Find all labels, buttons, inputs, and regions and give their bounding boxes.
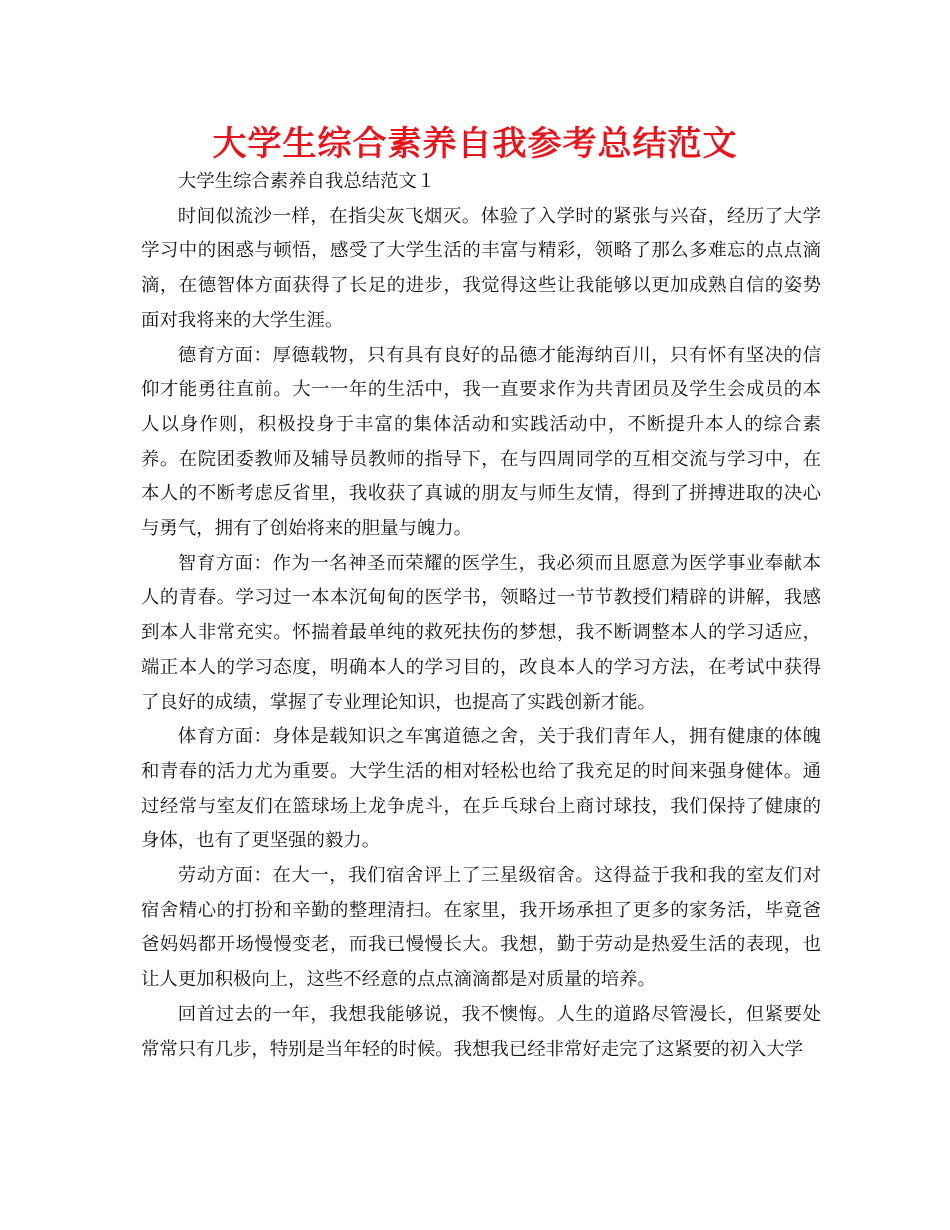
- paragraph-labor: 劳动方面：在大一，我们宿舍评上了三星级宿舍。这得益于我和我的室友们对宿舍精心的打扮和辛勤的整理清扫。在家里，我开场承担了更多的家务活，毕竟爸爸妈妈都开场慢慢变老，而我已慢慢长大。我想，勤于劳动是热爱生活的表现，也让人更加积极向上，这些不经意的点点滴滴都是对质量的培养。: [141, 865, 821, 991]
- paragraph-moral: 德育方面：厚德载物，只有具有良好的品德才能海纳百川，只有怀有坚决的信仰才能勇往直前。大一一年的生活中，我一直要求作为共青团员及学生会成员的本人以身作则，积极投身于丰富的集体活动和实践活动中，不断提升本人的综合素养。在院团委教师及辅导员教师的指导下，在与四周同学的互相交流与学习中，在本人的不断考虑反省里，我收获了真诚的朋友与师生友情，得到了拼搏进取的决心与勇气，拥有了创始将来的胆量与魄力。: [141, 344, 821, 540]
- paragraph-intellectual: 智育方面：作为一名神圣而荣耀的医学生，我必须而且愿意为医学事业奉献本人的青春。学习过一本本沉甸甸的医学书，领略过一节节教授们精辟的讲解，我感到本人非常充实。怀揣着最单纯的救死扶伤的梦想，我不断调整本人的学习适应，端正本人的学习态度，明确本人的学习目的，改良本人的学习方法，在考试中获得了良好的成绩，掌握了专业理论知识，也提高了实践创新才能。: [141, 552, 821, 713]
- document-title: 大学生综合素养自我参考总结范文: [212, 124, 738, 164]
- paragraph-intro: 时间似流沙一样，在指尖灰飞烟灭。体验了入学时的紧张与兴奋，经历了大学学习中的困惑与顿悟，感受了大学生活的丰富与精彩，领略了那么多难忘的点点滴滴，在德智体方面获得了长足的进步，我觉得这些让我能够以更加成熟自信的姿势面对我将来的大学生涯。: [141, 205, 821, 331]
- paragraph-physical: 体育方面：身体是载知识之车寓道德之舍，关于我们青年人，拥有健康的体魄和青春的活力尤为重要。大学生活的相对轻松也给了我充足的时间来强身健体。通过经常与室友们在篮球场上龙争虎斗，在乒乓球台上商讨球技，我们保持了健康的身体，也有了更坚强的毅力。: [141, 726, 821, 852]
- paragraph-reflection: 回首过去的一年，我想我能够说，我不懊悔。人生的道路尽管漫长，但紧要处常常只有几步，特别是当年轻的时候。我想我已经非常好走完了这紧要的初入大学: [141, 1003, 821, 1060]
- document-body: [141, 165, 821, 1067]
- document-subtitle: 大学生综合素养自我总结范文１: [177, 171, 436, 192]
